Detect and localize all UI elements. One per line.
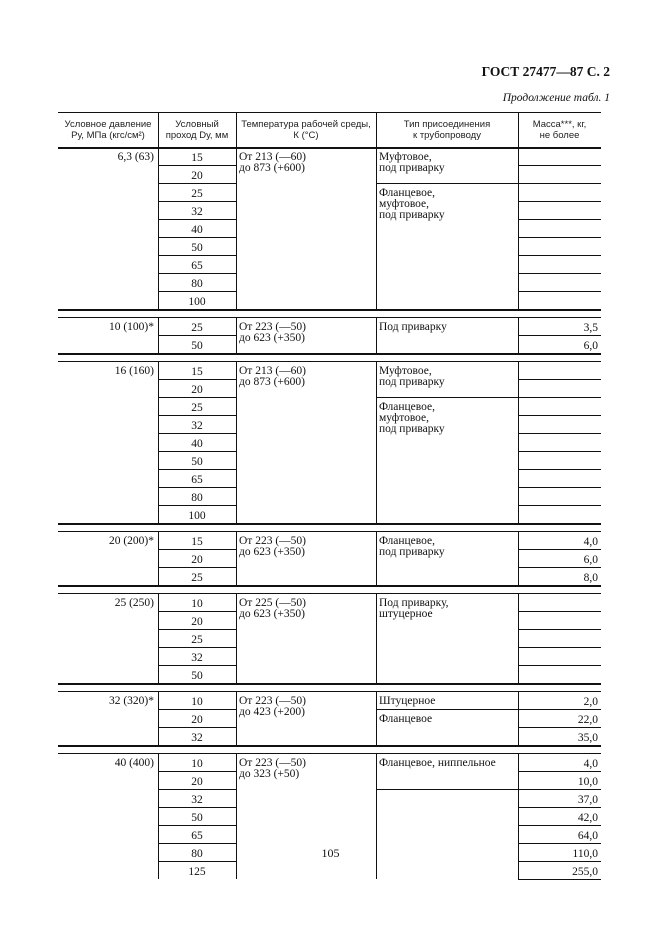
mass-cell: 6,0 [583, 554, 598, 566]
nominal-diameter-cell: 125 [188, 866, 206, 878]
table-rule [58, 361, 601, 362]
table-rule [58, 691, 601, 692]
connection-type-cell: под приварку [379, 209, 445, 221]
temperature-cell: От 223 (—50) [239, 695, 306, 707]
table-rule [158, 255, 236, 256]
page-number: 105 [321, 846, 340, 860]
table-rule [58, 112, 601, 113]
connection-type-cell: под приварку [379, 546, 445, 558]
table-rule [518, 379, 601, 380]
table-rule [518, 361, 519, 523]
nominal-diameter-cell: 20 [191, 384, 203, 396]
table-rule [518, 611, 601, 612]
table-rule [58, 753, 601, 754]
table-rule [158, 433, 236, 434]
table-rule [236, 147, 237, 309]
connection-type-cell: Под приварку, [379, 597, 449, 609]
column-header: Тип присоединения к трубопроводу [403, 119, 491, 141]
connection-type-cell: под приварку [379, 162, 445, 174]
connection-type-cell: Фланцевое, ниппельное [379, 757, 496, 769]
pressure-cell: 25 (250) [114, 597, 154, 609]
column-header: Масса***, кг, не более [532, 119, 587, 141]
table-rule [376, 147, 377, 309]
table-rule [158, 505, 236, 506]
mass-cell: 4,0 [583, 536, 598, 548]
table-rule [58, 745, 601, 747]
nominal-diameter-cell: 10 [191, 598, 203, 610]
nominal-diameter-cell: 80 [191, 848, 203, 860]
connection-type-cell: Муфтовое, [379, 365, 432, 377]
table-rule [58, 531, 601, 532]
table-rule [518, 255, 601, 256]
table-rule [518, 789, 601, 790]
connection-type-cell: муфтовое, [379, 198, 430, 210]
table-rule [518, 147, 519, 309]
table-rule [518, 879, 601, 880]
nominal-diameter-cell: 32 [191, 794, 203, 806]
table-rule [158, 843, 236, 844]
pressure-cell: 6,3 (63) [117, 151, 154, 163]
table-rule [518, 593, 519, 683]
pressure-cell: 16 (160) [114, 365, 154, 377]
mass-cell: 37,0 [577, 794, 598, 806]
table-rule [518, 451, 601, 452]
table-rule [58, 309, 601, 311]
table-rule [158, 861, 236, 862]
table-rule [518, 567, 601, 568]
nominal-diameter-cell: 25 [191, 634, 203, 646]
connection-type-cell: муфтовое, [379, 412, 430, 424]
nominal-diameter-cell: 50 [191, 670, 203, 682]
table-rule [376, 397, 518, 398]
nominal-diameter-cell: 32 [191, 732, 203, 744]
temperature-cell: От 223 (—50) [239, 535, 306, 547]
table-rule [376, 789, 518, 790]
mass-cell: 8,0 [583, 572, 598, 584]
table-rule [376, 709, 518, 710]
table-rule [158, 611, 236, 612]
table-rule [518, 843, 601, 844]
connection-type-cell: Штуцерное [379, 695, 436, 707]
nominal-diameter-cell: 20 [191, 170, 203, 182]
nominal-diameter-cell: 20 [191, 714, 203, 726]
mass-cell: 255,0 [572, 866, 598, 878]
table-rule [158, 771, 236, 772]
table-rule [58, 683, 601, 685]
mass-cell: 3,5 [583, 322, 598, 334]
table-rule [518, 647, 601, 648]
table-rule [236, 691, 237, 745]
table-rule [158, 647, 236, 648]
nominal-diameter-cell: 32 [191, 420, 203, 432]
table-rule [158, 665, 236, 666]
mass-cell: 35,0 [577, 732, 598, 744]
table-rule [518, 433, 601, 434]
table-rule [158, 709, 236, 710]
table-rule [518, 273, 601, 274]
table-rule [518, 771, 601, 772]
nominal-diameter-cell: 50 [191, 812, 203, 824]
temperature-cell: до 873 (+600) [239, 162, 305, 174]
table-rule [518, 505, 601, 506]
nominal-diameter-cell: 40 [191, 438, 203, 450]
table-rule [236, 593, 237, 683]
table-rule [158, 379, 236, 380]
temperature-cell: до 623 (+350) [239, 608, 305, 620]
nominal-diameter-cell: 25 [191, 188, 203, 200]
nominal-diameter-cell: 40 [191, 224, 203, 236]
table-rule [158, 219, 236, 220]
connection-type-cell: Фланцевое, [379, 401, 435, 413]
document-code: ГОСТ 27477—87 С. 2 [481, 64, 610, 79]
table-rule [158, 415, 236, 416]
table-rule [236, 361, 237, 523]
nominal-diameter-cell: 50 [191, 340, 203, 352]
table-rule [158, 567, 236, 568]
table-rule [518, 165, 601, 166]
table-rule [158, 201, 236, 202]
connection-type-cell: под приварку [379, 376, 445, 388]
mass-cell: 22,0 [577, 714, 598, 726]
table-rule [158, 335, 236, 336]
table-rule [158, 549, 236, 550]
mass-cell: 6,0 [583, 340, 598, 352]
table-rule [158, 273, 236, 274]
table-rule [158, 451, 236, 452]
table-rule [236, 531, 237, 585]
nominal-diameter-cell: 25 [191, 322, 203, 334]
mass-cell: 10,0 [577, 776, 598, 788]
table-rule [518, 807, 601, 808]
table-rule [58, 585, 601, 587]
table-rule [158, 727, 236, 728]
nominal-diameter-cell: 80 [191, 278, 203, 290]
nominal-diameter-cell: 10 [191, 696, 203, 708]
nominal-diameter-cell: 25 [191, 572, 203, 584]
table-rule [158, 183, 236, 184]
connection-type-cell: Фланцевое, [379, 535, 435, 547]
table-rule [518, 219, 601, 220]
nominal-diameter-cell: 20 [191, 554, 203, 566]
table-rule [518, 201, 601, 202]
pressure-cell: 10 (100)* [108, 321, 154, 333]
column-header: Условный проход Dу, мм [165, 119, 229, 141]
connection-type-cell: штуцерное [379, 608, 433, 620]
temperature-cell: От 213 (—60) [239, 151, 306, 163]
pressure-cell: 20 (200)* [108, 535, 154, 547]
table-rule [158, 237, 236, 238]
connection-type-cell: Фланцевое, [379, 187, 435, 199]
table-rule [518, 549, 601, 550]
table-rule [158, 165, 236, 166]
table-rule [58, 523, 601, 525]
mass-cell: 4,0 [583, 758, 598, 770]
nominal-diameter-cell: 80 [191, 492, 203, 504]
table-rule [376, 531, 377, 585]
nominal-diameter-cell: 32 [191, 206, 203, 218]
temperature-cell: От 223 (—50) [239, 321, 306, 333]
temperature-cell: От 225 (—50) [239, 597, 306, 609]
table-rule [518, 183, 601, 184]
nominal-diameter-cell: 100 [188, 296, 206, 308]
table-rule [518, 291, 601, 292]
table-rule [518, 861, 601, 862]
connection-type-cell: Муфтовое, [379, 151, 432, 163]
connection-type-cell: Фланцевое [379, 713, 433, 725]
table-rule [376, 593, 377, 683]
temperature-cell: до 873 (+600) [239, 376, 305, 388]
table-rule [518, 397, 601, 398]
table-rule [376, 317, 377, 353]
nominal-diameter-cell: 65 [191, 830, 203, 842]
mass-cell: 2,0 [583, 696, 598, 708]
table-rule [518, 469, 601, 470]
nominal-diameter-cell: 20 [191, 616, 203, 628]
nominal-diameter-cell: 32 [191, 652, 203, 664]
table-rule [518, 665, 601, 666]
column-header: Температура рабочей среды, К (°С) [241, 119, 371, 141]
table-rule [158, 825, 236, 826]
connection-type-cell: Под приварку [379, 321, 447, 333]
temperature-cell: От 223 (—50) [239, 757, 306, 769]
table-rule [518, 629, 601, 630]
nominal-diameter-cell: 50 [191, 242, 203, 254]
temperature-cell: до 623 (+350) [239, 332, 305, 344]
nominal-diameter-cell: 100 [188, 510, 206, 522]
table-rule [518, 709, 601, 710]
table-rule [518, 335, 601, 336]
nominal-diameter-cell: 65 [191, 260, 203, 272]
temperature-cell: до 323 (+50) [239, 768, 300, 780]
table-rule [376, 691, 377, 745]
table-rule [158, 487, 236, 488]
mass-cell: 64,0 [577, 830, 598, 842]
table-rule [158, 789, 236, 790]
table-rule [58, 353, 601, 355]
table-rule [236, 317, 237, 353]
table-rule [158, 807, 236, 808]
table-rule [158, 469, 236, 470]
table-continuation-label: Продолжение табл. 1 [502, 92, 610, 104]
table-rule [58, 593, 601, 594]
nominal-diameter-cell: 65 [191, 474, 203, 486]
nominal-diameter-cell: 10 [191, 758, 203, 770]
nominal-diameter-cell: 20 [191, 776, 203, 788]
table-rule [518, 825, 601, 826]
temperature-cell: От 213 (—60) [239, 365, 306, 377]
table-rule [376, 361, 377, 523]
nominal-diameter-cell: 15 [191, 536, 203, 548]
table-rule [518, 415, 601, 416]
column-header: Условное давление Pу, МПа (кгс/см²) [64, 119, 152, 141]
mass-cell: 110,0 [572, 848, 598, 860]
table-rule [376, 183, 518, 184]
nominal-diameter-cell: 15 [191, 366, 203, 378]
pressure-cell: 40 (400) [114, 757, 154, 769]
table-rule [518, 727, 601, 728]
nominal-diameter-cell: 50 [191, 456, 203, 468]
table-rule [158, 397, 236, 398]
table-rule [158, 629, 236, 630]
table-rule [158, 291, 236, 292]
temperature-cell: до 623 (+350) [239, 546, 305, 558]
nominal-diameter-cell: 25 [191, 402, 203, 414]
table-rule [518, 237, 601, 238]
nominal-diameter-cell: 15 [191, 152, 203, 164]
table-rule [518, 487, 601, 488]
mass-cell: 42,0 [577, 812, 598, 824]
connection-type-cell: под приварку [379, 423, 445, 435]
temperature-cell: до 423 (+200) [239, 706, 305, 718]
pressure-cell: 32 (320)* [108, 695, 154, 707]
table-rule [58, 147, 601, 149]
table-rule [58, 317, 601, 318]
